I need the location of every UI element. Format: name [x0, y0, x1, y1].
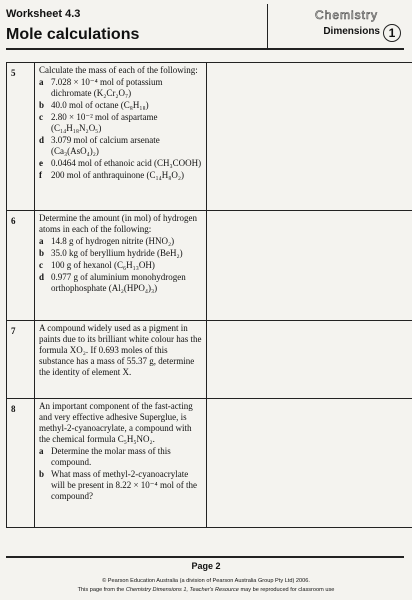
question-number: 6	[7, 211, 35, 321]
part-label: e	[39, 158, 43, 168]
brand-logo	[267, 4, 404, 48]
answer-space[interactable]	[207, 321, 412, 399]
question-part	[39, 260, 202, 271]
answer-space[interactable]	[207, 211, 412, 321]
part-text: 3.079 mol of calcium arsenate (Ca₃(AsO₄)₂)	[51, 135, 160, 156]
part-text: 35.0 kg of beryllium hydride (BeH₂)	[51, 248, 183, 258]
question-part	[39, 236, 202, 247]
question-row	[7, 399, 412, 528]
question-number: 5	[7, 63, 35, 211]
part-text: 2.80 × 10⁻² mol of aspartame (C₁₄H₁₈N₂O₅)	[51, 112, 158, 133]
part-label: a	[39, 236, 44, 246]
part-label: d	[39, 135, 45, 145]
part-text: 0.977 g of aluminium monohydrogen orthophosphate (Al₂(HPO₄)₃)	[51, 272, 186, 293]
part-label: f	[39, 170, 42, 180]
question-parts	[39, 446, 202, 502]
question-number: 8	[7, 399, 35, 528]
question-part	[39, 100, 202, 111]
part-text: 40.0 mol of octane (C₈H₁₈)	[51, 100, 149, 110]
question-row	[7, 63, 412, 211]
part-label: c	[39, 260, 43, 270]
reproduction-source-title: Chemistry Dimensions 1, Teacher's Resource	[125, 587, 239, 593]
question-row	[7, 211, 412, 321]
page-number: Page 2	[191, 561, 221, 571]
part-text: 7.028 × 10⁻⁴ mol of potassium dichromate (K₂Cr₂O₇)	[51, 77, 163, 98]
question-part	[39, 469, 202, 502]
part-text: 0.0464 mol of ethanoic acid (CH₃COOH)	[51, 158, 202, 168]
answer-space[interactable]	[207, 63, 412, 211]
question-stem: Calculate the mass of each of the following:	[39, 65, 198, 75]
question-part	[39, 170, 202, 181]
part-label: a	[39, 446, 44, 456]
question-body	[35, 321, 207, 399]
question-stem: A compound widely used as a pigment in paints due to its brilliant white colour has the formula XO₂. If 0.693 moles of this substance has a mass of 55.37 g, determine the identity of element X.	[39, 323, 202, 377]
question-stem: Determine the amount (in mol) of hydrogen atoms in each of the following:	[39, 213, 197, 234]
part-label: b	[39, 469, 45, 479]
question-body	[35, 399, 207, 528]
question-stem: An important component of the fast-acting and very effective adhesive Superglue, is methyl-2-cyanoacrylate, a compound with the chemical formula C₅H₅NO₂.	[39, 401, 193, 444]
question-row	[7, 321, 412, 399]
question-part	[39, 112, 202, 134]
copyright-notice: © Pearson Education Australia (a division of Pearson Australia Group Pty Ltd) 2006.	[102, 578, 310, 584]
question-part	[39, 135, 202, 157]
footer-divider	[6, 556, 404, 558]
question-part	[39, 272, 202, 294]
part-text: 14.8 g of hydrogen nitrite (HNO₂)	[51, 236, 175, 246]
answer-space[interactable]	[207, 399, 412, 528]
part-label: b	[39, 248, 45, 258]
question-body	[35, 211, 207, 321]
part-text: 100 g of hexanol (C₆H₁₃OH)	[51, 260, 155, 270]
part-text: What mass of methyl-2-cyanoacrylate will be present in 8.22 × 10⁻⁴ mol of the compound?	[51, 469, 197, 501]
questions-table	[6, 62, 412, 528]
question-part	[39, 158, 202, 169]
brand-volume-number: 1	[383, 24, 401, 42]
reproduction-suffix: may be reproduced for classroom use	[238, 587, 335, 593]
part-label: d	[39, 272, 45, 282]
question-part	[39, 446, 202, 468]
reproduction-prefix: This page from the	[77, 587, 126, 593]
part-text: 200 mol of anthraquinone (C₁₄H₈O₂)	[51, 170, 185, 180]
question-part	[39, 248, 202, 259]
question-number: 7	[7, 321, 35, 399]
part-label: c	[39, 112, 43, 122]
brand-name: Chemistry	[314, 8, 378, 22]
reproduction-notice	[0, 587, 412, 593]
worksheet-number: Worksheet 4.3	[6, 8, 81, 20]
part-text: Determine the molar mass of this compound.	[51, 446, 171, 467]
worksheet-title: Mole calculations	[6, 26, 140, 43]
question-part	[39, 77, 202, 99]
brand-subtitle: Dimensions	[323, 26, 380, 37]
question-parts	[39, 77, 202, 181]
part-label: b	[39, 100, 45, 110]
worksheet-header	[6, 6, 404, 50]
part-label: a	[39, 77, 44, 87]
question-body	[35, 63, 207, 211]
question-parts	[39, 236, 202, 294]
